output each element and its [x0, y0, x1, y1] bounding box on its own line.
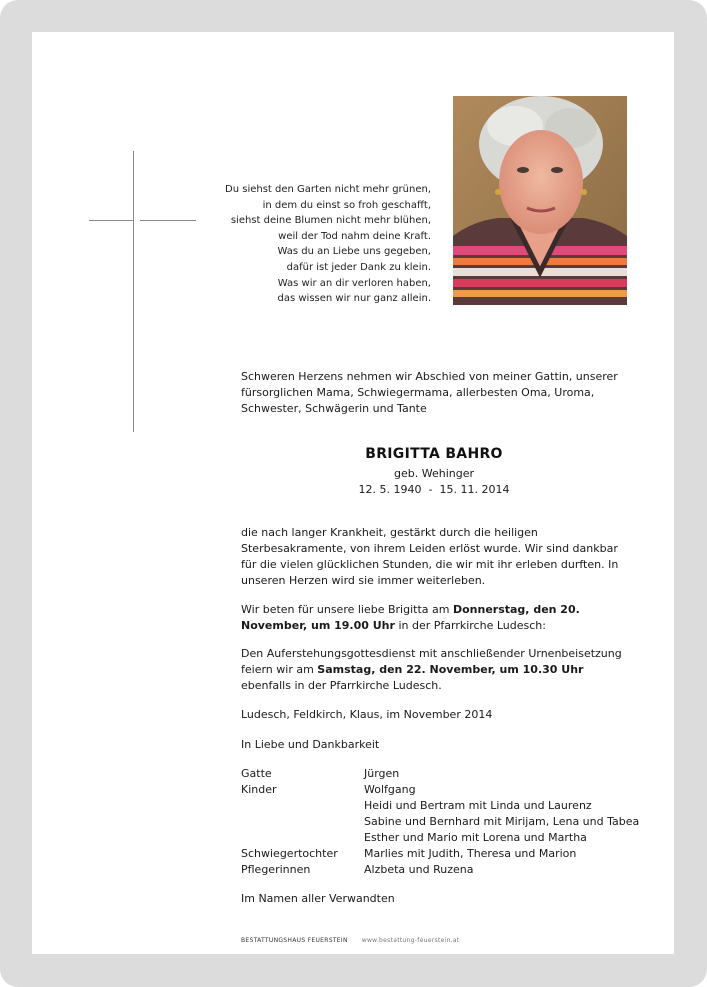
- family-members: Alzbeta und Ruzena: [364, 863, 474, 876]
- family-role: [241, 830, 364, 846]
- portrait-photo: [453, 96, 627, 305]
- poem-line: Was wir an dir verloren haben,: [277, 277, 431, 289]
- paragraph-funeral: [241, 646, 631, 694]
- poem-line: Was du an Liebe uns gegeben,: [277, 246, 431, 258]
- family-members: Sabine und Bernhard mit Mirijam, Lena und Tabea: [364, 815, 640, 828]
- paragraph-passing: die nach langer Krankheit, gestärkt durch die heiligen Sterbesakramente, von ihrem Leiden erlöst wurde. Wir sind dankbar für die vielen glücklichen Stunden, die wir mit ihr erleben durften. In unseren Herzen wird sie immer weiterleben.: [241, 526, 619, 587]
- family-members: Wolfgang: [364, 783, 416, 796]
- life-dates: 12. 5. 1940 - 15. 11. 2014: [358, 483, 510, 496]
- funeral-date-time: Samstag, den 22. November, um 10.30 Uhr: [317, 663, 584, 676]
- family-row: [241, 814, 639, 830]
- family-role: Kinder: [241, 783, 277, 796]
- family-role: Pflegerinnen: [241, 863, 311, 876]
- funeral-home-name: BESTATTUNGSHAUS FEUERSTEIN: [241, 937, 348, 944]
- poem-line: Du siehst den Garten nicht mehr grünen,: [225, 184, 431, 195]
- poem-line: das wissen wir nur ganz allein.: [277, 293, 431, 305]
- closing-line: In Liebe und Dankbarkeit: [241, 738, 380, 751]
- family-role: [241, 814, 364, 830]
- relatives-line: Im Namen aller Verwandten: [241, 892, 395, 905]
- family-row: [241, 798, 639, 814]
- poem-line: in dem du einst so froh geschafft,: [262, 199, 431, 211]
- deceased-name: BRIGITTA BAHRO: [365, 446, 503, 462]
- prayer-text-pre: Wir beten für unsere liebe Brigitta am: [241, 603, 453, 616]
- poem-line: weil der Tod nahm deine Kraft.: [278, 230, 431, 242]
- cross-right-arm: [140, 220, 196, 221]
- cross-left-arm: [89, 220, 133, 221]
- funeral-text-post: ebenfalls in der Pfarrkirche Ludesch.: [241, 679, 442, 692]
- paragraph-prayer: [241, 602, 631, 634]
- family-list: [241, 766, 639, 878]
- poem-line: dafür ist jeder Dank zu klein.: [286, 261, 431, 273]
- family-row: [241, 846, 639, 862]
- family-members: Heidi und Bertram mit Linda und Laurenz: [364, 799, 592, 812]
- poem-line: siehst deine Blumen nicht mehr blühen,: [230, 215, 431, 227]
- family-role: [241, 798, 364, 814]
- family-members: Marlies mit Judith, Theresa und Marion: [364, 847, 577, 860]
- family-members: Jürgen: [364, 767, 400, 780]
- family-row: [241, 766, 639, 782]
- family-role: Gatte: [241, 767, 272, 780]
- place-date: Ludesch, Feldkirch, Klaus, im November 2014: [241, 708, 493, 721]
- cross-vertical-line: [133, 151, 134, 432]
- prayer-text-post: in der Pfarrkirche Ludesch:: [394, 619, 546, 632]
- family-row: [241, 862, 639, 878]
- maiden-name: geb. Wehinger: [394, 467, 474, 480]
- poem: [225, 182, 431, 307]
- family-members: Esther und Mario mit Lorena und Martha: [364, 831, 587, 844]
- intro-text: Schweren Herzens nehmen wir Abschied von meiner Gattin, unserer fürsorglichen Mama, Schwiegermama, allerbesten Oma, Uroma, Schwester, Schwägerin und Tante: [241, 370, 618, 415]
- funeral-home-url[interactable]: www.bestattung-feuerstein.at: [361, 937, 460, 944]
- funeral-text-pre: Den Auferstehungsgottesdienst mit anschließender Urnenbeisetzung feiern wir am: [241, 647, 622, 676]
- family-row: [241, 782, 639, 798]
- prayer-date-time: Donnerstag, den 20. November, um 19.00 Uhr: [241, 603, 580, 632]
- footer: [241, 937, 460, 944]
- family-role: Schwiegertochter: [241, 847, 338, 860]
- family-row: [241, 830, 639, 846]
